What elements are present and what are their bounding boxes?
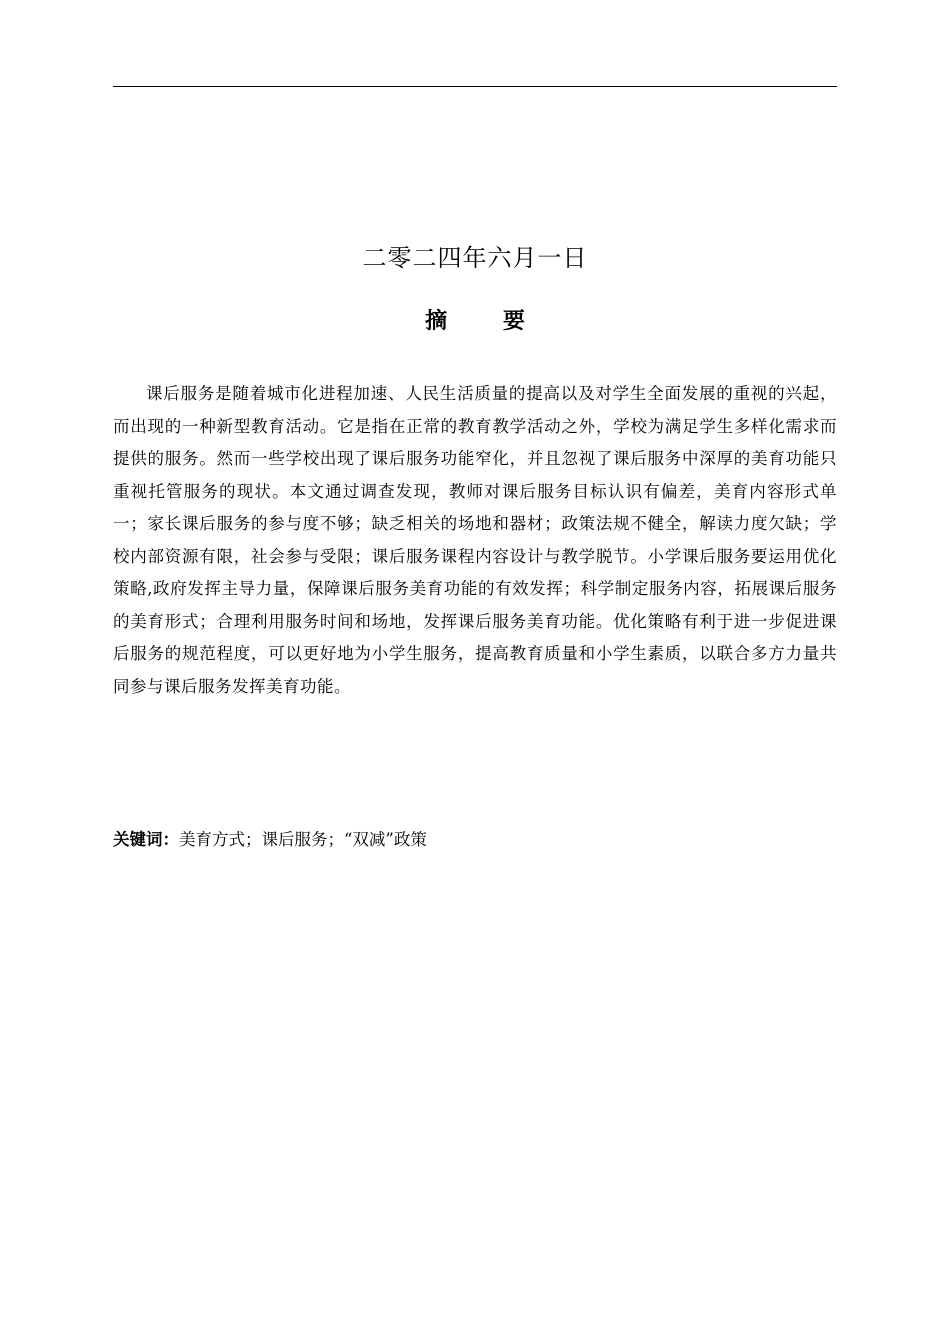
keywords-text: 美育方式；课后服务；“双减”政策 <box>179 830 427 849</box>
keywords-line <box>113 824 837 856</box>
abstract-title: 摘 要 <box>425 309 549 334</box>
document-date: 二零二四年六月一日 <box>362 244 588 272</box>
header-rule <box>113 86 837 87</box>
keywords-label: 关键词： <box>113 830 179 849</box>
abstract-body: 课后服务是随着城市化进程加速、人民生活质量的提高以及对学生全面发展的重视的兴起，而出现的一种新型教育活动。它是指在正常的教育教学活动之外，学校为满足学生多样化需求而提供的服务。然而一些学校出现了课后服务功能窄化，并且忽视了课后服务中深厚的美育功能只重视托管服务的现状。本文通过调查发现，教师对课后服务目标认识有偏差，美育内容形式单一；家长课后服务的参与度不够；缺乏相关的场地和器材；政策法规不健全，解读力度欠缺；学校内部资源有限，社会参与受限；课后服务课程内容设计与教学脱节。小学课后服务要运用优化策略,政府发挥主导力量，保障课后服务美育功能的有效发挥；科学制定服务内容，拓展课后服务的美育形式；合理利用服务时间和场地，发挥课后服务美育功能。优化策略有利于进一步促进课后服务的规范程度，可以更好地为小学生服务，提高教育质量和小学生素质，以联合多方力量共同参与课后服务发挥美育功能。 <box>113 384 837 696</box>
